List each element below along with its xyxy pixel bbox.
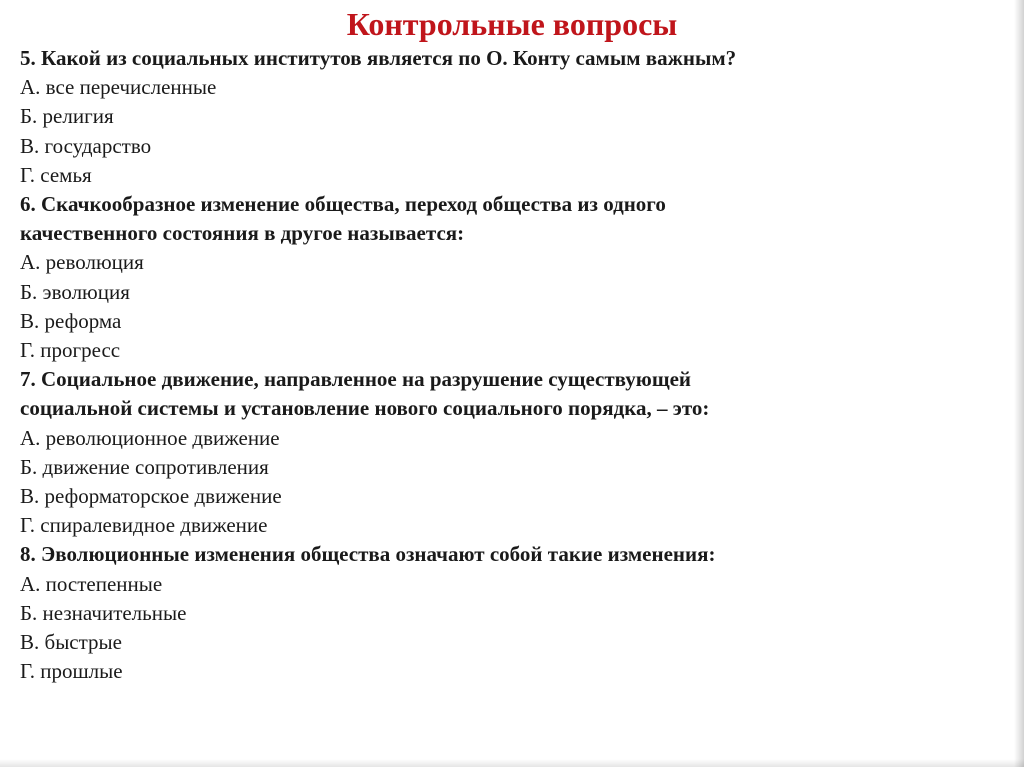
answer-option: Г. спиралевидное движение [20,513,268,538]
answer-option: А. революция [20,250,144,275]
answer-option: Г. семья [20,162,92,187]
page-shadow-bottom [0,759,1024,767]
answer-option: А. все перечисленные [20,75,217,100]
slide-title: Контрольные вопросы [346,6,678,42]
answer-option: В. реформа [20,308,122,333]
answer-option: Б. движение сопротивления [20,454,269,479]
question-line: 6. Скачкообразное изменение общества, переход общества из одного [20,192,666,217]
question-line: социальной системы и установление нового социального порядка, – это: [20,396,710,421]
answer-option: В. быстрые [20,630,122,655]
questions-list [20,44,1010,686]
answer-option: В. государство [20,133,152,158]
answer-option: А. революционное движение [20,425,280,450]
answer-option: Б. эволюция [20,279,130,304]
question-line: 8. Эволюционные изменения общества означают собой такие изменения: [20,542,716,567]
answer-option: Г. прошлые [20,659,123,684]
answer-option: Г. прогресс [20,338,121,363]
answer-option: Б. незначительные [20,600,187,625]
question-line: 5. Какой из социальных институтов является по О. Конту самым важным? [20,46,737,70]
question-line: 7. Социальное движение, направленное на разрушение существующей [20,367,691,392]
answer-option: В. реформаторское движение [20,484,282,509]
answer-option: А. постепенные [20,571,163,596]
page-shadow-right [1014,0,1024,767]
answer-option: Б. религия [20,104,114,129]
question-line: качественного состояния в другое называется: [20,221,465,246]
